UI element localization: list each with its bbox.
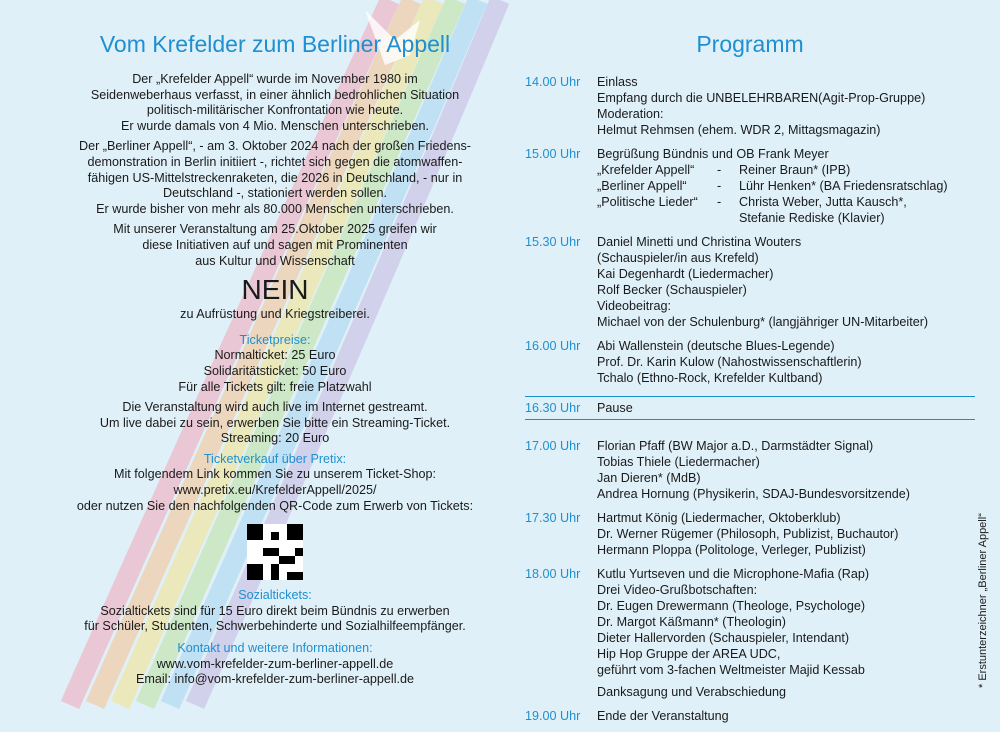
pretix-link[interactable]: www.pretix.eu/KrefelderAppell/2025/	[173, 483, 377, 498]
program-line: Kutlu Yurtseven und die Microphone-Mafia (Rap)	[597, 567, 870, 581]
divider	[525, 396, 975, 397]
program-line: Videobeitrag:	[597, 299, 671, 313]
program-item	[525, 234, 975, 330]
program-line: Einlass	[597, 75, 638, 89]
program-line: Florian Pfaff (BW Major a.D., Darmstädter Signal)	[597, 439, 874, 453]
program-title: Programm	[696, 31, 804, 57]
program-line: Jan Dieren* (MdB)	[597, 471, 701, 485]
program-line: Drei Video-Grußbotschaften:	[597, 583, 758, 597]
social-tickets-heading: Sozialtickets:	[238, 588, 312, 603]
program-line: Hartmut König (Liedermacher, Oktoberklub)	[597, 511, 841, 525]
divider	[525, 419, 975, 420]
program-item	[525, 146, 975, 226]
program-item-pause	[525, 400, 975, 416]
pretix-info: Mit folgendem Link kommen Sie zu unserem Ticket-Shop: www.pretix.eu/KrefelderAppell/2025/ oder nutzen Sie den nachfolgenden QR-Code zum Erwerb von Tickets:	[76, 467, 474, 513]
program-time: 19.00 Uhr	[525, 709, 581, 723]
program-line: Rolf Becker (Schauspieler)	[597, 283, 747, 297]
program-item	[525, 338, 975, 386]
streaming-info: Die Veranstaltung wird auch live im Internet gestreamt. Um live dabei zu sein, erwerben Sie bitte ein Streaming-Ticket. Streaming: 20 Euro	[99, 400, 451, 446]
program-line: Kai Degenhardt (Liedermacher)	[597, 267, 774, 281]
program-line: Begrüßung Bündnis und OB Frank Meyer	[597, 147, 829, 161]
program-time: 15.30 Uhr	[525, 235, 581, 249]
contact-heading: Kontakt und weitere Informationen:	[177, 641, 373, 656]
appell-table: „Krefelder Appell“ - Reiner Braun* (IPB) „Berliner Appell“ - Lühr Henken* (BA Friedensratschlag) „Politische Lieder“ - Christa Weber, Jutta Kausch*, Stefanie Rediske (Klavier)	[597, 163, 948, 225]
program-item	[525, 510, 975, 558]
program-time: 16.00 Uhr	[525, 339, 581, 353]
intro-krefeld: Der „Krefelder Appell“ wurde im November 1980 im Seidenweberhaus verfasst, in einer ähnlich bedrohlichen Situation politisch-militärischer Konfrontation wie heute. Er wurde damals von 4 Mio. Menschen unterschrieben.	[90, 72, 460, 133]
program-line: Tobias Thiele (Liedermacher)	[597, 455, 760, 469]
program-line: Andrea Hornung (Physikerin, SDAJ-Bundesvorsitzende)	[597, 487, 910, 501]
program-time: 15.00 Uhr	[525, 147, 581, 161]
nein-subline: zu Aufrüstung und Kriegstreiberei.	[180, 307, 370, 322]
program-line: geführt vom 3-fachen Weltmeister Majid Kessab	[597, 663, 865, 677]
intro-berlin: Der „Berliner Appell“, - am 3. Oktober 2024 nach der großen Friedens- demonstration in Berlin initiiert -, richtet sich gegen die atomwaffen- fähigen US-Mittelstreckenraketen, die 2026 in Deutschland, - nur in Deutschland -, stationiert werden sollen. Er wurde bisher von mehr als 80.000 Menschen unterschrieben.	[79, 139, 471, 216]
intro-event: Mit unserer Veranstaltung am 25.Oktober 2025 greifen wir diese Initiativen auf und sagen mit Prominenten aus Kultur und Wissenschaft	[113, 222, 437, 268]
contact-info	[30, 657, 520, 688]
program-line: Tchalo (Ethno-Rock, Krefelder Kultband)	[597, 371, 823, 385]
pretix-heading: Ticketverkauf über Pretix:	[203, 451, 347, 466]
program-column	[525, 30, 975, 732]
program-time: 17.30 Uhr	[525, 511, 581, 525]
email-link[interactable]: Email: info@vom-krefelder-zum-berliner-appell.de	[135, 672, 415, 687]
program-item	[525, 708, 975, 724]
program-line: Hip Hop Gruppe der AREA UDC,	[597, 647, 781, 661]
program-line: Ende der Veranstaltung	[597, 709, 729, 723]
program-line: Michael von der Schulenburg* (langjähriger UN-Mitarbeiter)	[597, 315, 929, 329]
ticket-prices: Normalticket: 25 Euro Solidaritätsticket: 50 Euro Für alle Tickets gilt: freie Platzwahl	[178, 348, 372, 394]
left-column	[30, 30, 520, 693]
program-line: Danksagung und Verabschiedung	[597, 685, 787, 699]
website-link[interactable]: www.vom-krefelder-zum-berliner-appell.de	[156, 656, 394, 671]
ticket-prices-heading: Ticketpreise:	[239, 332, 311, 347]
program-time: 17.00 Uhr	[525, 439, 581, 453]
social-tickets-info: Sozialtickets sind für 15 Euro direkt beim Bündnis zu erwerben für Schüler, Studenten, Schwerbehinderte und Sozialhilfeempfänger.	[84, 603, 466, 634]
program-item	[525, 74, 975, 138]
program-line: Moderation:	[597, 107, 664, 121]
program-time: 16.30 Uhr	[525, 401, 581, 415]
program-time: 14.00 Uhr	[525, 75, 581, 89]
program-line: Dr. Margot Käßmann* (Theologin)	[597, 615, 786, 629]
program-line: Dieter Hallervorden (Schauspieler, Intendant)	[597, 631, 850, 645]
program-line: Abi Wallenstein (deutsche Blues-Legende)	[597, 339, 835, 353]
qr-code-icon[interactable]	[247, 524, 303, 580]
program-line: Dr. Werner Rügemer (Philosoph, Publizist, Buchautor)	[597, 527, 899, 541]
program-time: 18.00 Uhr	[525, 567, 581, 581]
program-line: Helmut Rehmsen (ehem. WDR 2, Mittagsmagazin)	[597, 123, 881, 137]
program-line: Empfang durch die UNBELEHRBAREN(Agit-Prop-Gruppe)	[597, 91, 926, 105]
program-item	[525, 438, 975, 502]
program-line: Hermann Ploppa (Politologe, Verleger, Publizist)	[597, 543, 866, 557]
program-line: Pause	[597, 401, 633, 415]
nein-heading: NEIN	[241, 274, 309, 306]
program-line: Daniel Minetti und Christina Wouters	[597, 235, 802, 249]
program-line: Dr. Eugen Drewermann (Theologe, Psychologe)	[597, 599, 866, 613]
program-line: Prof. Dr. Karin Kulow (Nahostwissenschaftlerin)	[597, 355, 862, 369]
signatory-footnote: * Erstunterzeichner „Berliner Appell“	[977, 513, 989, 688]
page-title: Vom Krefelder zum Berliner Appell	[99, 31, 451, 57]
program-line: (Schauspieler/in aus Krefeld)	[597, 251, 759, 265]
program-item	[525, 566, 975, 700]
